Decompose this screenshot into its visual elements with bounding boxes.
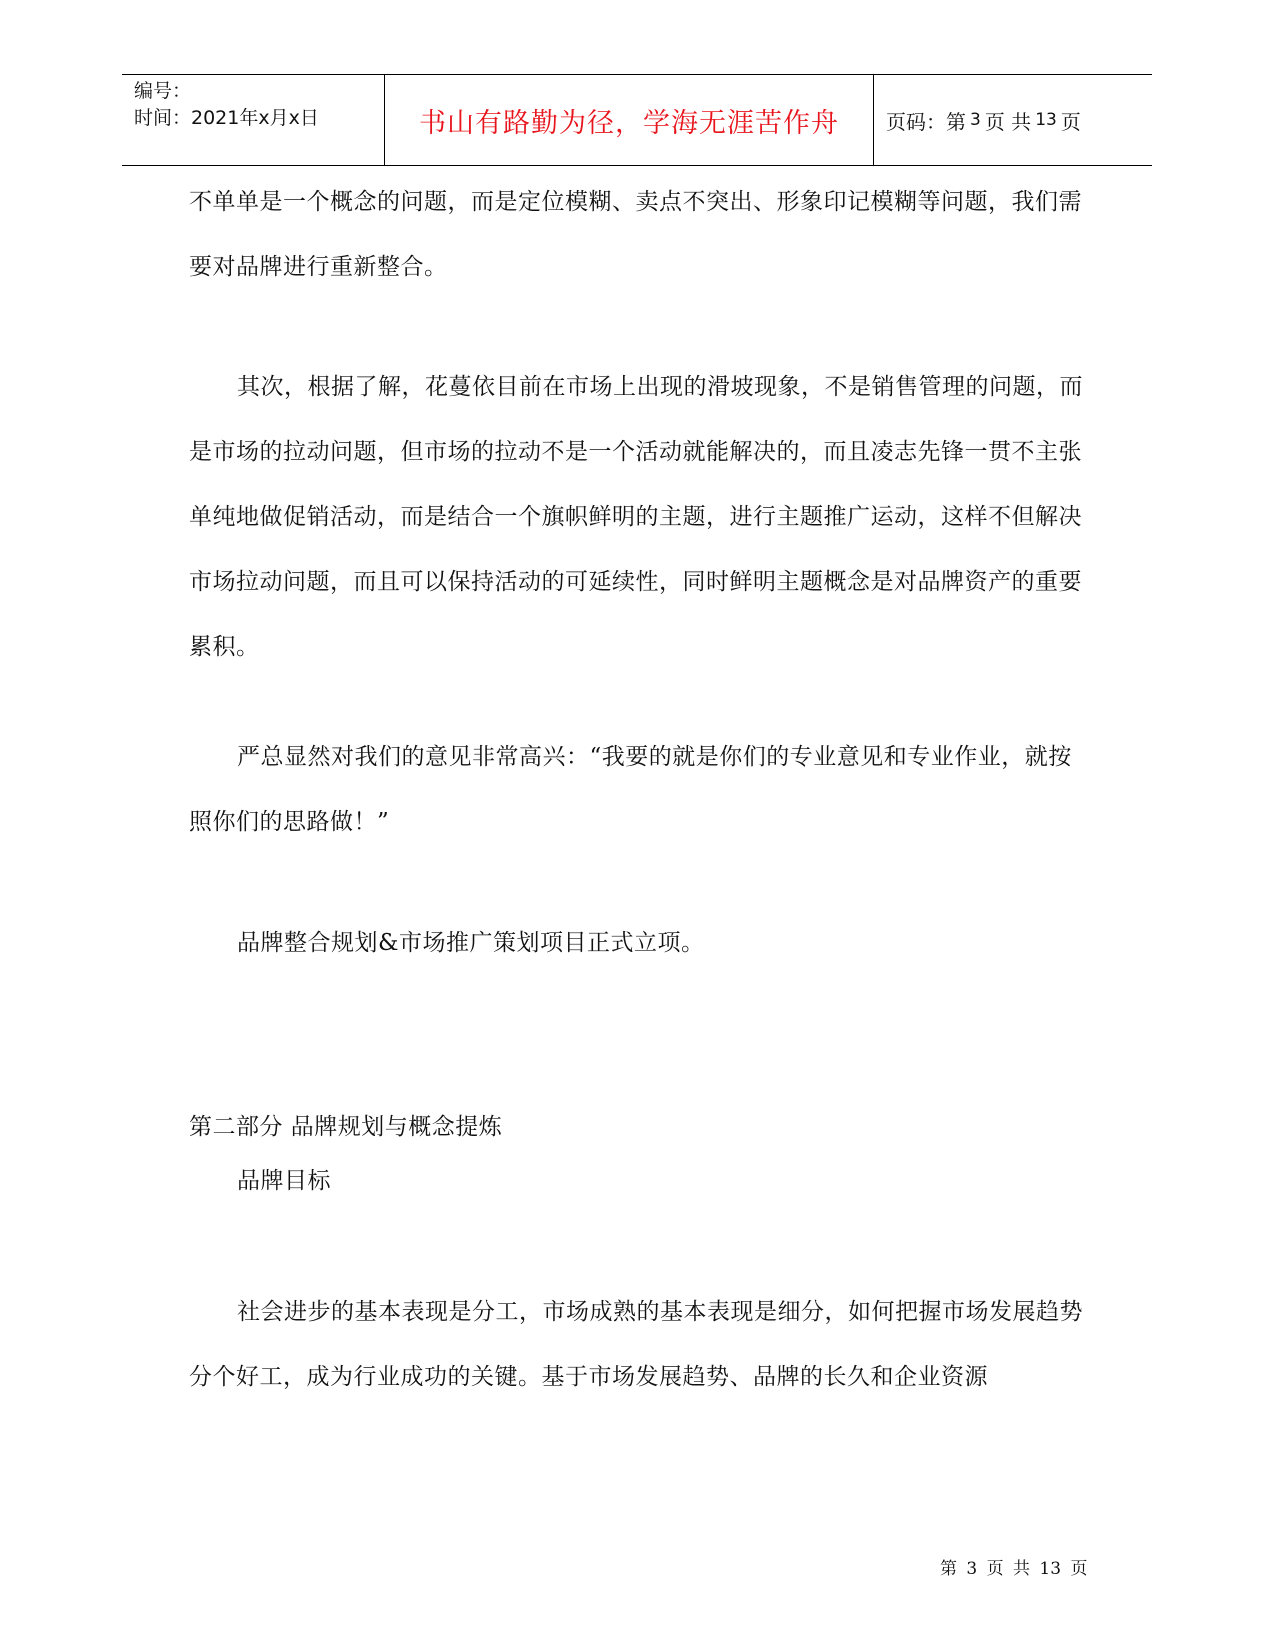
header-page-cell: [874, 75, 1152, 165]
body-paragraph-4: 品牌整合规划&市场推广策划项目正式立项。: [237, 930, 705, 956]
section-title: 第二部分 品牌规划与概念提炼: [189, 1114, 503, 1140]
body-paragraph-2: 其次，根据了解，花蔓依目前在市场上出现的滑坡现象，不是销售管理的问题，而是市场的拉动问题，但市场的拉动不是一个活动就能解决的，而且凌志先锋一贯不主张单纯地做促销活动，而是结合一个旗帜鲜明的主题，进行主题推广运动，这样不但解决市场拉动问题，而且可以保持活动的可延续性，同时鲜明主题概念是对品牌资产的重要累积。: [189, 374, 1083, 660]
body-paragraph-3: 严总显然对我们的意见非常高兴：“我要的就是你们的专业意见和专业作业，就按照你们的思路做！”: [189, 744, 1072, 835]
body-paragraph-5: 社会进步的基本表现是分工，市场成熟的基本表现是细分，如何把握市场发展趋势分个好工，成为行业成功的关键。基于市场发展趋势、品牌的长久和企业资源: [189, 1299, 1083, 1390]
body-paragraph-1: 不单单是一个概念的问题，而是定位模糊、卖点不突出、形象印记模糊等问题，我们需要对品牌进行重新整合。: [189, 189, 1082, 280]
header-meta-cell: [122, 75, 385, 165]
subsection-title: 品牌目标: [237, 1168, 331, 1194]
page-header: [122, 74, 1152, 166]
page-prefix: 页码：第: [886, 109, 966, 134]
document-time-label: 时间：2021年x月x日: [134, 107, 319, 129]
header-motto-cell: [385, 75, 874, 165]
document-number-label: 编号：: [134, 80, 192, 102]
page-current: 3: [970, 110, 981, 130]
page-footer: 第 3 页 共 13 页: [940, 1559, 1088, 1579]
page-suffix: 页: [1060, 109, 1081, 134]
page-total: 13: [1035, 110, 1057, 130]
page-mid: 页 共: [984, 109, 1032, 134]
header-motto: 书山有路勤为径，学海无涯苦作舟: [419, 107, 839, 139]
